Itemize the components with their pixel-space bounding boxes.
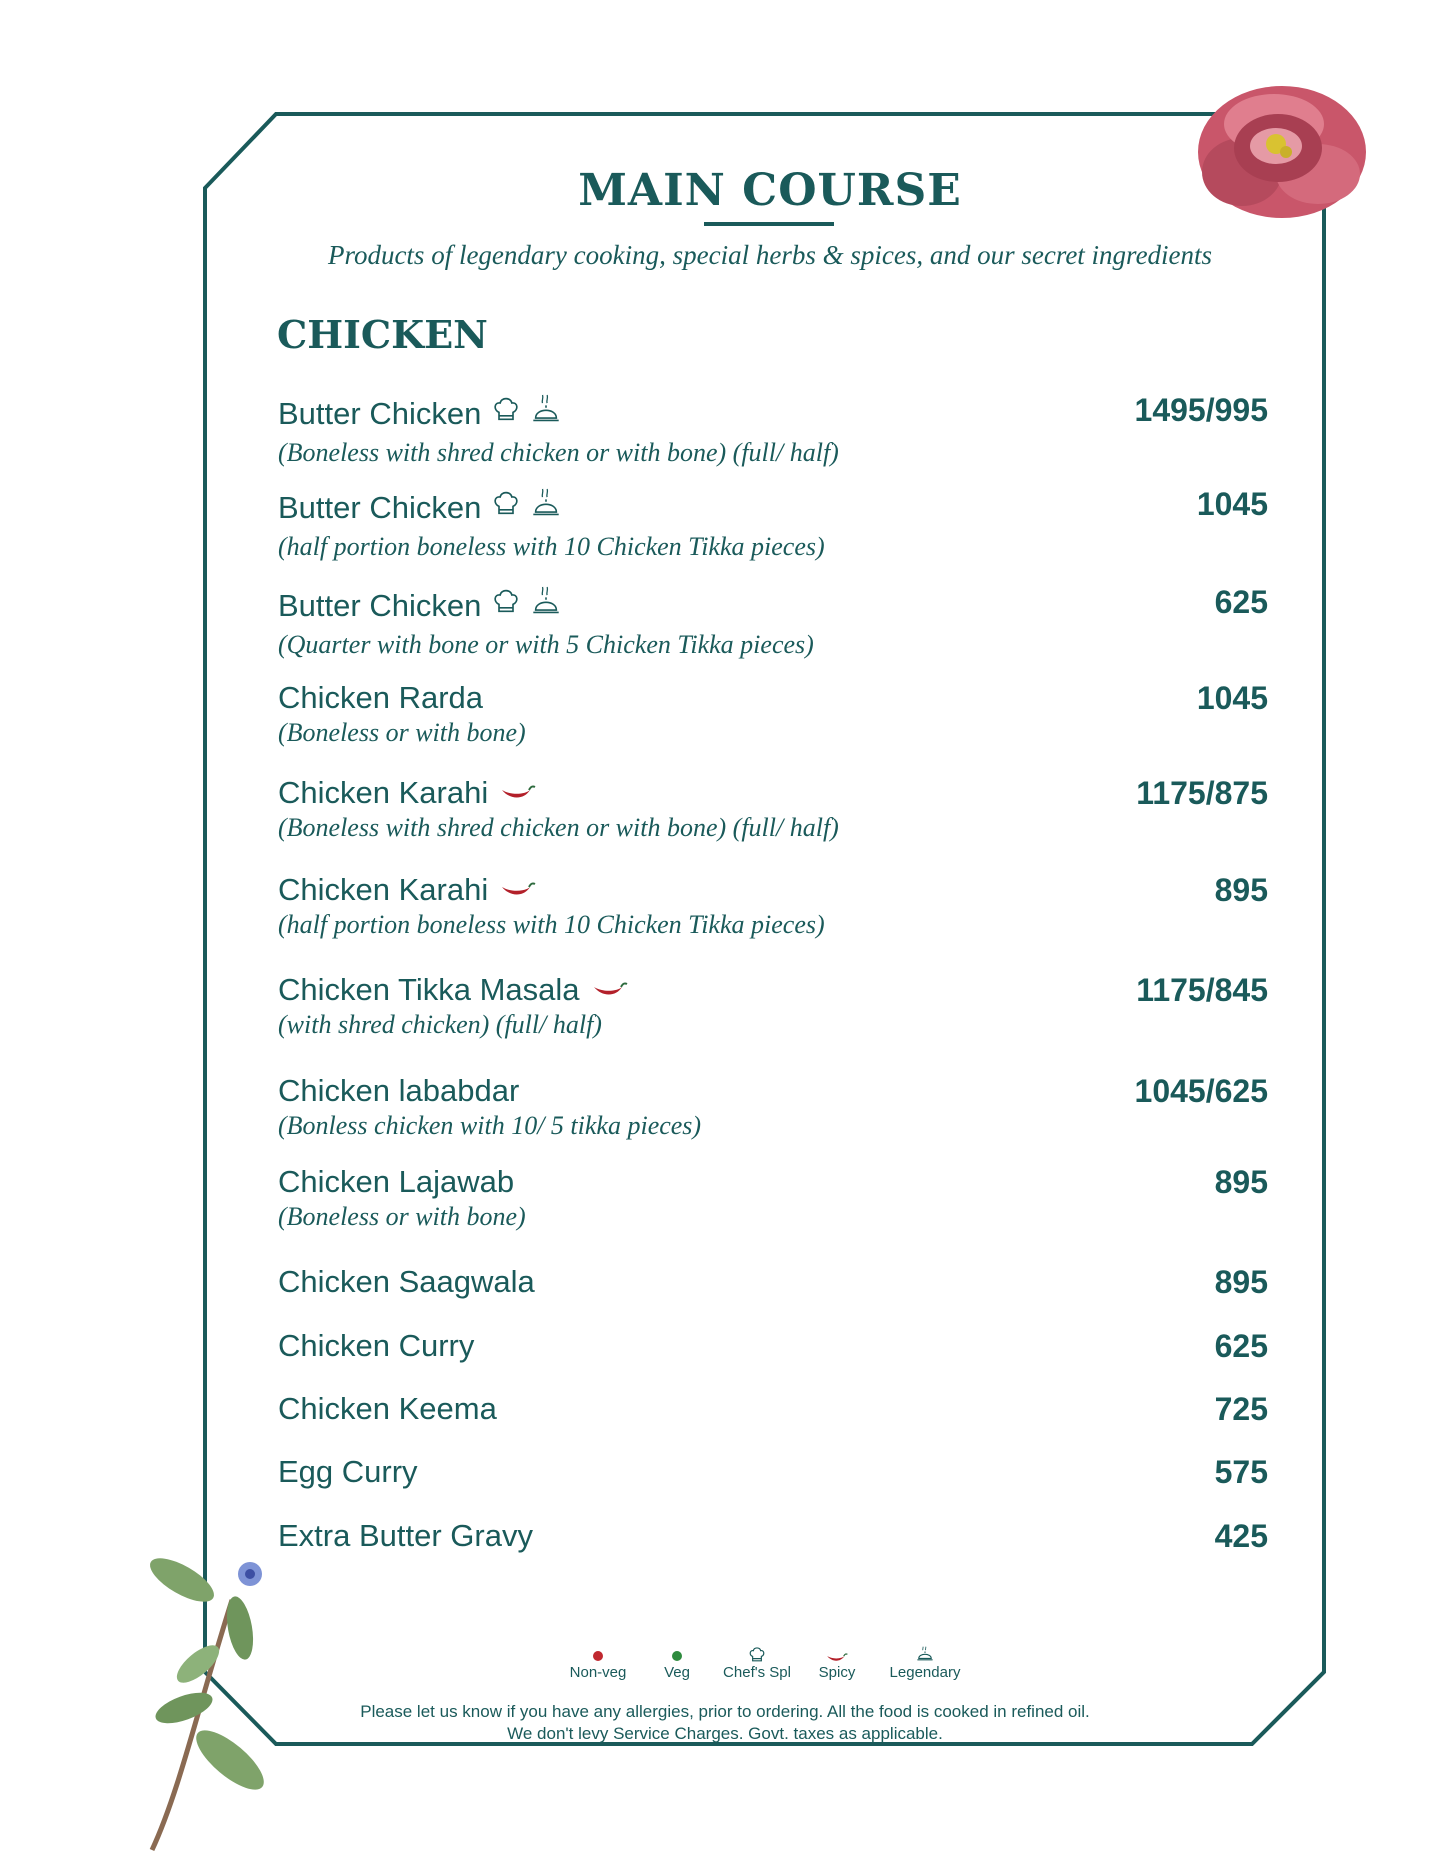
menu-item (278, 1518, 1268, 1554)
item-name-row (278, 775, 1268, 811)
item-price: 575 (1214, 1454, 1268, 1490)
legend-label: Non-veg (569, 1664, 627, 1681)
chef-hat-icon (712, 1642, 802, 1664)
item-description: (half portion boneless with 10 Chicken Tikka pieces) (278, 910, 825, 939)
item-description: (Boneless with shred chicken or with bone) (full/ half) (278, 438, 839, 467)
page-subtitle: Products of legendary cooking, special herbs & spices, and our secret ingredients (327, 240, 1213, 270)
item-name: Chicken lababdar (278, 1073, 520, 1108)
item-price: 1175/845 (1136, 972, 1268, 1008)
item-name-row (278, 1391, 1268, 1427)
item-description: (Boneless or with bone) (278, 718, 526, 747)
item-name-row (278, 680, 1268, 716)
item-name: Chicken Saagwala (278, 1264, 535, 1299)
item-name-row (278, 972, 1268, 1008)
legend-label: Spicy (818, 1664, 856, 1681)
chili-icon (792, 1642, 882, 1664)
menu-item (278, 1164, 1268, 1234)
menu-item (278, 680, 1268, 750)
item-name: Extra Butter Gravy (278, 1518, 533, 1553)
item-price: 625 (1214, 1328, 1268, 1364)
menu-item (278, 1264, 1268, 1300)
chili-icon (500, 872, 536, 908)
item-name: Butter Chicken (278, 588, 482, 623)
cloche-icon (880, 1642, 970, 1664)
item-description: (with shred chicken) (full/ half) (278, 1010, 602, 1039)
legend-item-spicy (792, 1642, 882, 1681)
veg-dot-icon (672, 1651, 682, 1661)
item-name: Butter Chicken (278, 396, 482, 431)
chili-icon (500, 775, 536, 811)
menu-item (278, 584, 1268, 662)
cloche-icon (531, 584, 561, 628)
item-price: 425 (1214, 1518, 1268, 1554)
menu-item (278, 486, 1268, 564)
cloche-icon (531, 486, 561, 530)
item-price: 895 (1214, 1164, 1268, 1200)
legend-item-legendary (880, 1642, 970, 1681)
section-title: CHICKEN (277, 312, 488, 357)
item-price: 1045 (1196, 486, 1268, 522)
item-name: Egg Curry (278, 1454, 418, 1489)
item-name: Chicken Karahi (278, 775, 489, 810)
allergy-note: Please let us know if you have any allergies, prior to ordering. All the food is cooked in refined oil. (360, 1702, 1090, 1721)
legend-label: Legendary (889, 1664, 961, 1681)
menu-item (278, 1454, 1268, 1490)
item-description: (Boneless or with bone) (278, 1202, 526, 1231)
service-charge-note: We don't levy Service Charges. Govt. taxes as applicable. (507, 1724, 943, 1743)
item-name-row (278, 1164, 1268, 1200)
title-underline (704, 222, 834, 226)
menu-item (278, 972, 1268, 1042)
item-name: Chicken Curry (278, 1328, 475, 1363)
item-name-row (278, 1073, 1268, 1109)
item-price: 895 (1214, 872, 1268, 908)
item-price: 1045 (1196, 680, 1268, 716)
item-price: 895 (1214, 1264, 1268, 1300)
chef-hat-icon (493, 490, 519, 526)
item-name: Butter Chicken (278, 490, 482, 525)
legend-item-nonveg (553, 1642, 643, 1681)
cloche-icon (531, 392, 561, 436)
item-price: 1175/875 (1136, 775, 1268, 811)
item-name: Chicken Karahi (278, 872, 489, 907)
item-price: 1495/995 (1134, 392, 1268, 428)
menu-item (278, 1328, 1268, 1364)
item-name: Chicken Lajawab (278, 1164, 515, 1199)
item-price: 725 (1214, 1391, 1268, 1427)
item-name-row (278, 392, 1268, 436)
item-name-row (278, 584, 1268, 628)
item-name-row (278, 1518, 1268, 1554)
menu-item (278, 1073, 1268, 1143)
item-description: (Quarter with bone or with 5 Chicken Tikka pieces) (278, 630, 814, 659)
item-price: 1045/625 (1134, 1073, 1268, 1109)
item-name-row (278, 1328, 1268, 1364)
item-description: (Boneless with shred chicken or with bone) (full/ half) (278, 813, 839, 842)
item-description: (Bonless chicken with 10/ 5 tikka pieces) (278, 1111, 702, 1140)
item-name-row (278, 486, 1268, 530)
legend-item-chef-spl (712, 1642, 802, 1681)
page-title: MAIN COURSE (578, 165, 962, 216)
nonveg-dot-icon (593, 1651, 603, 1661)
legend-label: Chef's Spl (723, 1664, 791, 1681)
item-name-row (278, 1454, 1268, 1490)
legend-item-veg (632, 1642, 722, 1681)
item-description: (half portion boneless with 10 Chicken Tikka pieces) (278, 532, 825, 561)
menu-item (278, 872, 1268, 942)
legend (0, 1642, 1450, 1702)
item-name: Chicken Tikka Masala (278, 972, 580, 1007)
chef-hat-icon (493, 396, 519, 432)
item-price: 625 (1214, 584, 1268, 620)
item-name: Chicken Keema (278, 1391, 497, 1426)
legend-label: Veg (664, 1664, 690, 1681)
menu-item (278, 775, 1268, 845)
chili-icon (592, 972, 628, 1008)
menu-item (278, 1391, 1268, 1427)
item-name: Chicken Rarda (278, 680, 484, 715)
menu-item (278, 392, 1268, 470)
chef-hat-icon (493, 588, 519, 624)
item-name-row (278, 1264, 1268, 1300)
item-name-row (278, 872, 1268, 908)
